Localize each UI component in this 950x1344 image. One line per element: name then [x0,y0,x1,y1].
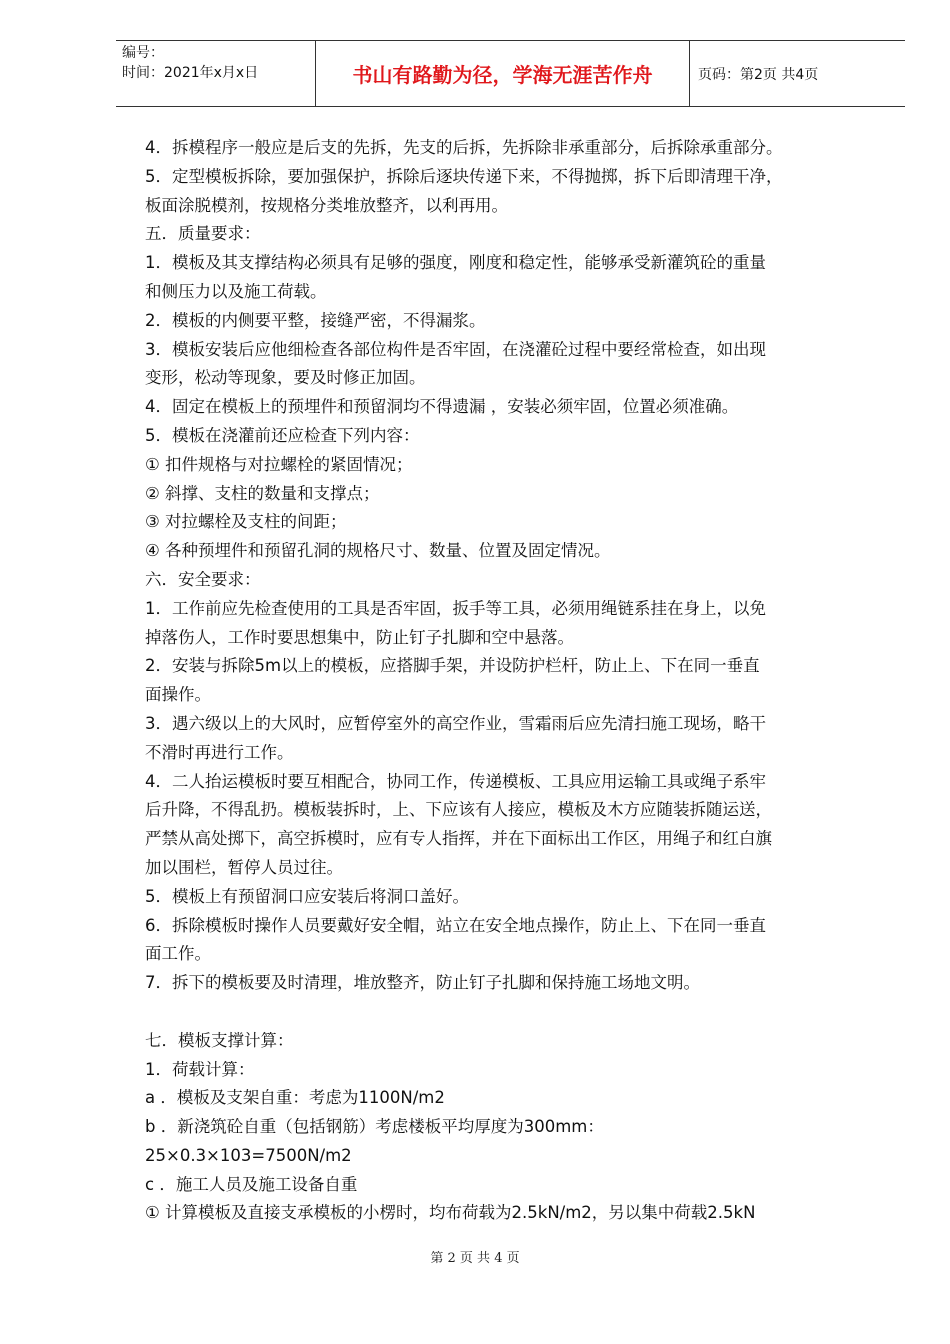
body-line: 2．安装与拆除5m以上的模板，应搭脚手架，并设防护栏杆，防止上、下在同一垂直 [145,656,760,676]
header-meta-cell [116,41,316,106]
body-line: ③ 对拉螺栓及支柱的间距； [145,512,347,532]
body-line: 6．拆除模板时操作人员要戴好安全帽，站立在安全地点操作，防止上、下在同一垂直 [145,915,766,935]
body-line: b ．新浇筑砼自重（包括钢筋）考虑楼板平均厚度为300mm： [145,1117,604,1137]
body-line: 1．模板及其支撑结构必须具有足够的强度，刚度和稳定性，能够承受新灌筑砼的重量 [145,253,766,273]
body-line: a ．模板及支架自重：考虑为1100N/m2 [145,1088,445,1108]
body-line: 4．拆模程序一般应是后支的先拆，先支的后拆，先拆除非承重部分，后拆除承重部分。 [145,138,783,157]
body-line: ② 斜撑、支柱的数量和支撑点； [145,483,380,503]
body-line: 六．安全要求： [145,569,261,589]
body-line: ① 扣件规格与对拉螺栓的紧固情况； [145,454,413,474]
body-line: 4．二人抬运模板时要互相配合，协同工作，传递模板、工具应用运输工具或绳子系牢 [145,771,766,791]
body-line: 2．模板的内侧要平整，接缝严密，不得漏浆。 [145,310,486,330]
body-line: 1．荷载计算： [145,1059,255,1079]
body-line: 严禁从高处掷下，高空拆模时，应有专人指挥，并在下面标出工作区，用绳子和红白旗 [145,829,772,849]
document-time-label: 时间：2021年x月x日 [122,65,259,81]
body-line: ④ 各种预埋件和预留孔洞的规格尺寸、数量、位置及固定情况。 [145,541,611,561]
page-footer: 第 2 页 共 4 页 [430,1251,520,1266]
body-line: 5．模板上有预留洞口应安装后将洞口盖好。 [145,886,469,906]
body-line: 板面涂脱模剂，按规格分类堆放整齐，以利再用。 [145,195,508,215]
body-line [145,998,880,1027]
body-line: 5．定型模板拆除，要加强保护，拆除后逐块传递下来，不得抛掷，拆下后即清理干净， [145,166,783,186]
page-header [116,40,905,107]
header-page-label: 页码：第2页 共4页 [698,66,819,83]
body-line: 4．固定在模板上的预埋件和预留洞均不得遗漏 ，安装必须牢固，位置必须准确。 [145,397,739,417]
body-line: c ．施工人员及施工设备自重 [145,1174,358,1194]
body-line: 七．模板支撑计算： [145,1030,294,1050]
header-motto: 书山有路勤为径，学海无涯苦作舟 [316,41,690,106]
body-line: 25×0.3×103=7500N/m2 [145,1145,352,1165]
body-line: 3．遇六级以上的大风时，应暂停室外的高空作业，雪霜雨后应先清扫施工现场，略干 [145,713,766,733]
body-line: 面工作。 [145,944,211,964]
document-number-label: 编号： [122,45,164,61]
body-line: 面操作。 [145,685,211,705]
body-line: 掉落伤人，工作时要思想集中，防止钉子扎脚和空中悬落。 [145,627,574,647]
body-line: 3．模板安装后应他细检查各部位构件是否牢固，在浇灌砼过程中要经常检查，如出现 [145,339,766,359]
body-line: 1．工作前应先检查使用的工具是否牢固，扳手等工具，必须用绳链系挂在身上，以免 [145,598,766,618]
body-line: 7．拆下的模板要及时清理，堆放整齐，防止钉子扎脚和保持施工场地文明。 [145,973,700,993]
body-line: 五．质量要求： [145,224,261,244]
body-line: 加以围栏，暂停人员过往。 [145,857,343,877]
body-line: 5．模板在浇灌前还应检查下列内容： [145,425,420,445]
body-line: 变形，松动等现象，要及时修正加固。 [145,368,426,388]
document-body [145,134,880,1228]
body-line: 不滑时再进行工作。 [145,742,294,762]
body-line: 后升降，不得乱扔。模板装拆时，上、下应该有人接应，模板及木方应随装拆随运送， [145,800,772,820]
body-line: 和侧压力以及施工荷载。 [145,281,327,301]
body-line: ① 计算模板及直接支承模板的小楞时，均布荷载为2.5kN/m2，另以集中荷载2.5kN [145,1203,756,1223]
